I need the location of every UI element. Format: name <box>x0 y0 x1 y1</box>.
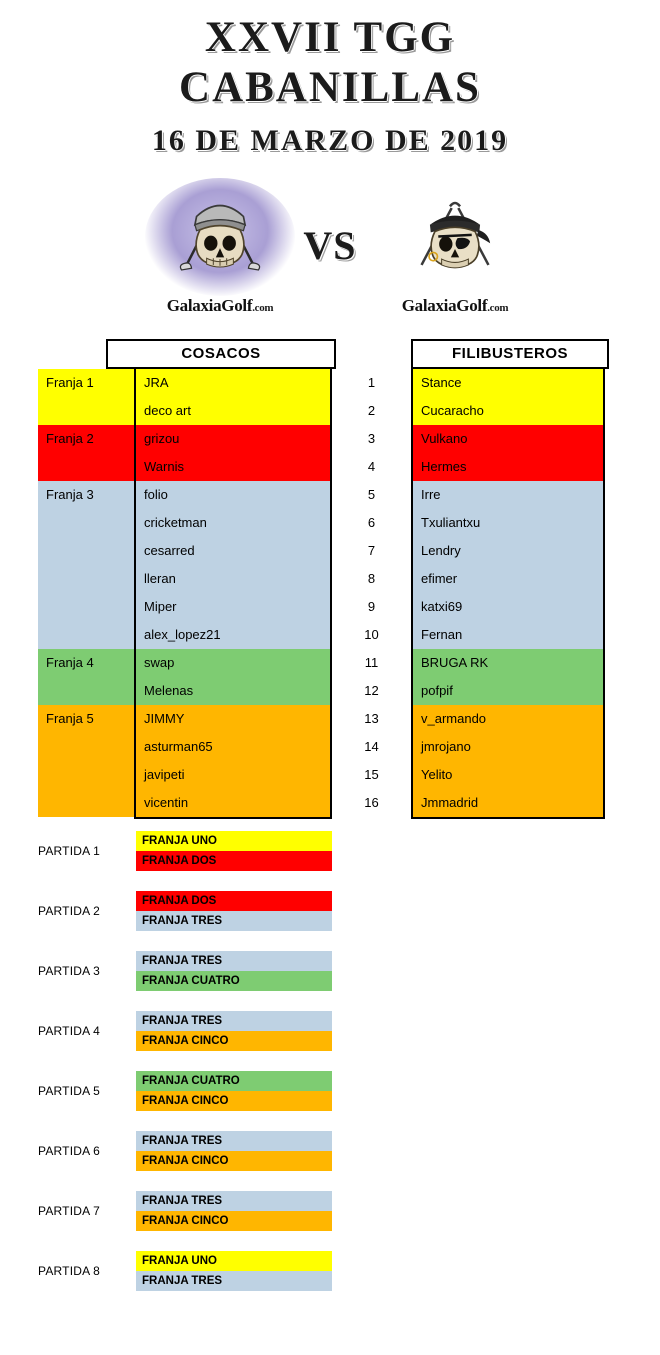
table-row <box>0 789 660 817</box>
pairing-bands <box>136 1011 332 1051</box>
player-filibusteros: BRUGA RK <box>411 649 605 677</box>
player-filibusteros: Cucaracho <box>411 397 605 425</box>
franja-label <box>38 761 134 789</box>
tournament-venue: CABANILLAS <box>179 64 481 111</box>
player-filibusteros: Fernan <box>411 621 605 649</box>
pairing-band: FRANJA UNO <box>136 1251 332 1271</box>
player-cosacos: cricketman <box>134 509 332 537</box>
pairing-band: FRANJA CINCO <box>136 1151 332 1171</box>
franja-label <box>38 453 134 481</box>
pairing-row <box>0 1131 660 1171</box>
pairing-band: FRANJA CINCO <box>136 1211 332 1231</box>
pairing-bands <box>136 1131 332 1171</box>
vs-label: VS <box>303 223 357 268</box>
table-row <box>0 593 660 621</box>
pairing-row <box>0 1071 660 1111</box>
player-cosacos: deco art <box>134 397 332 425</box>
franja-label <box>38 677 134 705</box>
table-row <box>0 453 660 481</box>
franja-label <box>38 397 134 425</box>
roster-table <box>0 369 660 817</box>
pairings-table <box>0 831 660 1301</box>
franja-label <box>38 593 134 621</box>
pairing-band: FRANJA CINCO <box>136 1031 332 1051</box>
pairing-band: FRANJA DOS <box>136 891 332 911</box>
pairing-label: PARTIDA 6 <box>38 1144 101 1158</box>
franja-label <box>38 621 134 649</box>
table-row <box>0 565 660 593</box>
pairing-bands <box>136 951 332 991</box>
franja-label <box>38 537 134 565</box>
brand-main-right: GalaxiaGolf <box>401 296 488 315</box>
player-cosacos: alex_lopez21 <box>134 621 332 649</box>
pair-number: 8 <box>367 571 376 586</box>
table-row <box>0 509 660 537</box>
pairing-label: PARTIDA 1 <box>38 844 101 858</box>
table-row <box>0 481 660 509</box>
pair-number: 9 <box>367 599 376 614</box>
brand-main-left: GalaxiaGolf <box>166 296 253 315</box>
pairing-label: PARTIDA 2 <box>38 904 101 918</box>
player-filibusteros: Txuliantxu <box>411 509 605 537</box>
player-cosacos: Melenas <box>134 677 332 705</box>
team-headers <box>0 339 660 369</box>
table-row <box>0 425 660 453</box>
pairing-row <box>0 1191 660 1231</box>
pair-number: 10 <box>364 627 379 642</box>
pair-number: 6 <box>367 515 376 530</box>
table-row <box>0 397 660 425</box>
player-filibusteros: Yelito <box>411 761 605 789</box>
roster-bottom-rule-left <box>134 817 332 819</box>
pairing-band: FRANJA CUATRO <box>136 971 332 991</box>
pairing-band: FRANJA TRES <box>136 1191 332 1211</box>
pairing-row <box>0 1251 660 1291</box>
player-filibusteros: Irre <box>411 481 605 509</box>
pair-number: 16 <box>364 795 379 810</box>
pair-number: 11 <box>364 655 379 670</box>
player-cosacos: folio <box>134 481 332 509</box>
table-row <box>0 649 660 677</box>
pairing-row <box>0 831 660 871</box>
player-filibusteros: katxi69 <box>411 593 605 621</box>
table-row <box>0 733 660 761</box>
brand-suffix-left: .com <box>252 302 274 314</box>
pairing-bands <box>136 1191 332 1231</box>
pairing-label: PARTIDA 5 <box>38 1084 101 1098</box>
player-cosacos: vicentin <box>134 789 332 817</box>
pairing-band: FRANJA TRES <box>136 1011 332 1031</box>
pair-number: 13 <box>364 711 379 726</box>
pairing-bands <box>136 1071 332 1111</box>
player-cosacos: Warnis <box>134 453 332 481</box>
player-filibusteros: v_armando <box>411 705 605 733</box>
franja-label: Franja 3 <box>46 487 94 502</box>
pair-number: 7 <box>367 543 376 558</box>
player-cosacos: asturman65 <box>134 733 332 761</box>
pairing-bands <box>136 831 332 871</box>
pairing-row <box>0 1011 660 1051</box>
pair-number: 1 <box>367 375 376 390</box>
franja-label <box>38 789 134 817</box>
player-filibusteros: pofpif <box>411 677 605 705</box>
table-row <box>0 677 660 705</box>
pair-number: 2 <box>367 403 376 418</box>
pair-number: 15 <box>364 767 379 782</box>
logos-section <box>0 164 660 339</box>
pairing-label: PARTIDA 3 <box>38 964 101 978</box>
player-filibusteros: efimer <box>411 565 605 593</box>
player-cosacos: javipeti <box>134 761 332 789</box>
team-name-filibusteros: FILIBUSTEROS <box>411 339 609 369</box>
tournament-date: 16 DE MARZO DE 2019 <box>151 124 509 157</box>
player-cosacos: JIMMY <box>134 705 332 733</box>
table-row <box>0 705 660 733</box>
pair-number: 14 <box>364 739 379 754</box>
roster-bottom-rule-right <box>411 817 605 819</box>
pairing-band: FRANJA CUATRO <box>136 1071 332 1091</box>
player-cosacos: swap <box>134 649 332 677</box>
pairing-label: PARTIDA 4 <box>38 1024 101 1038</box>
pair-number: 5 <box>367 487 376 502</box>
pair-number: 4 <box>367 459 376 474</box>
pairing-label: PARTIDA 8 <box>38 1264 101 1278</box>
player-cosacos: Miper <box>134 593 332 621</box>
pair-number: 12 <box>364 683 379 698</box>
pairing-bands <box>136 1251 332 1291</box>
pairing-band: FRANJA DOS <box>136 851 332 871</box>
team-name-cosacos: COSACOS <box>106 339 336 369</box>
franja-label: Franja 2 <box>46 431 94 446</box>
table-row <box>0 537 660 565</box>
table-row <box>0 369 660 397</box>
tournament-title: XXVII TGG <box>204 14 456 61</box>
franja-label <box>38 733 134 761</box>
franja-label: Franja 5 <box>46 711 94 726</box>
pairing-row <box>0 951 660 991</box>
franja-label: Franja 4 <box>46 655 94 670</box>
franja-label <box>38 509 134 537</box>
table-row <box>0 761 660 789</box>
pairing-band: FRANJA CINCO <box>136 1091 332 1111</box>
brand-suffix-right: .com <box>487 302 509 314</box>
table-row <box>0 621 660 649</box>
franja-label <box>38 565 134 593</box>
player-cosacos: cesarred <box>134 537 332 565</box>
pairing-band: FRANJA TRES <box>136 1271 332 1291</box>
pairing-label: PARTIDA 7 <box>38 1204 101 1218</box>
pair-number: 3 <box>367 431 376 446</box>
pairing-band: FRANJA TRES <box>136 911 332 931</box>
player-filibusteros: Jmmadrid <box>411 789 605 817</box>
pairing-row <box>0 891 660 931</box>
player-filibusteros: Vulkano <box>411 425 605 453</box>
page-header <box>0 0 660 164</box>
player-cosacos: lleran <box>134 565 332 593</box>
pairing-bands <box>136 891 332 931</box>
player-filibusteros: jmrojano <box>411 733 605 761</box>
player-filibusteros: Lendry <box>411 537 605 565</box>
player-filibusteros: Hermes <box>411 453 605 481</box>
player-cosacos: grizou <box>134 425 332 453</box>
pairing-band: FRANJA UNO <box>136 831 332 851</box>
franja-label: Franja 1 <box>46 375 94 390</box>
pairing-band: FRANJA TRES <box>136 1131 332 1151</box>
player-filibusteros: Stance <box>411 369 605 397</box>
pairing-band: FRANJA TRES <box>136 951 332 971</box>
player-cosacos: JRA <box>134 369 332 397</box>
